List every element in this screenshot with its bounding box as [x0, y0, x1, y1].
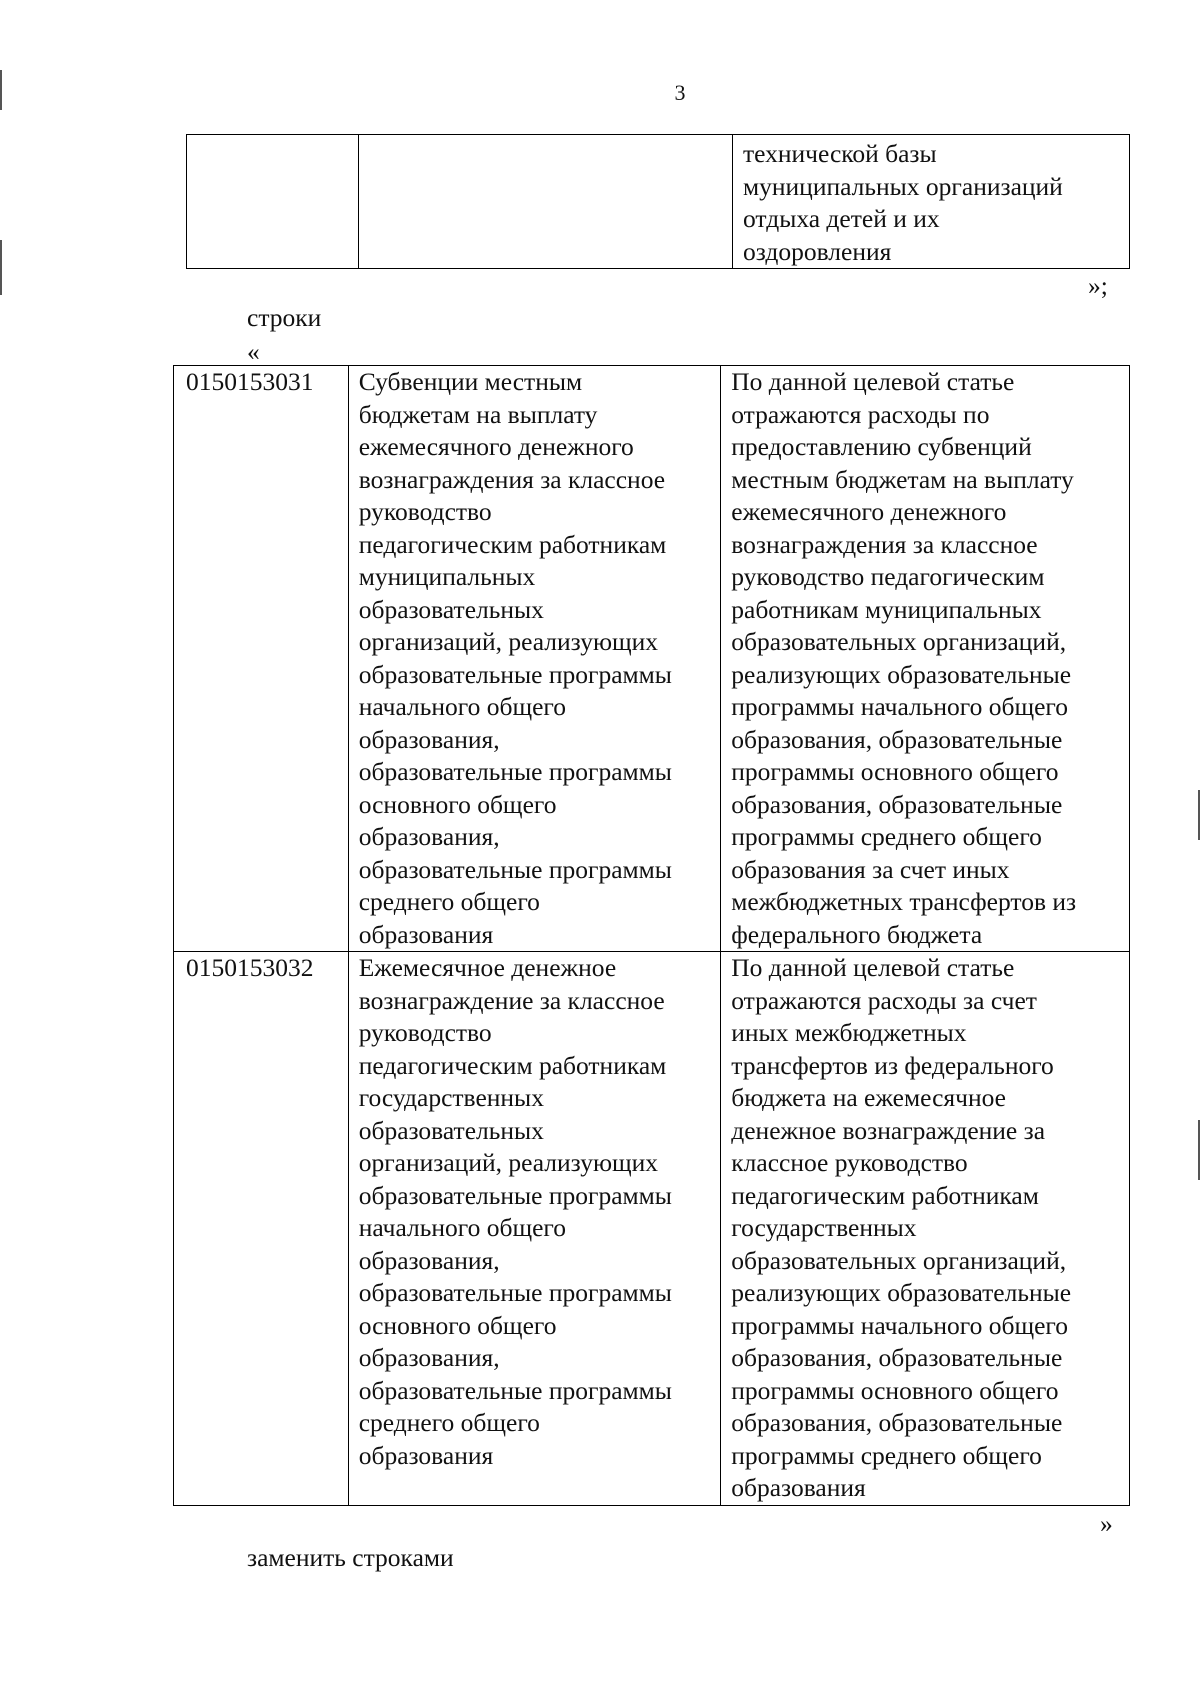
text-line: руководство педагогическим — [731, 562, 1045, 591]
text-line: программы начального общего — [731, 692, 1068, 721]
table-row — [187, 135, 1130, 269]
text-line: межбюджетных трансфертов из — [731, 887, 1077, 916]
text-line: среднего общего — [358, 1408, 540, 1437]
text-line: организаций, реализующих — [358, 1148, 659, 1177]
text-line: ежемесячного денежного — [731, 497, 1007, 526]
text-line: вознаграждения за классное — [358, 464, 666, 494]
text-line: образовательных — [358, 594, 544, 624]
text-line: образования, образовательные — [731, 1408, 1063, 1437]
text-line: образования — [358, 1440, 494, 1470]
budget-items-table — [173, 365, 1130, 1506]
code-cell — [174, 366, 349, 952]
text-line: предоставлению субвенций — [731, 432, 1032, 461]
text-line: образования — [358, 919, 494, 949]
text-line: образовательных — [358, 1115, 544, 1145]
label-replace-with-lines: заменить строками — [247, 1543, 454, 1572]
page-number: 3 — [674, 80, 686, 105]
text-line: трансфертов из федерального — [731, 1050, 1054, 1080]
closing-quote: »; — [1088, 271, 1108, 300]
text-line: педагогическим работникам — [358, 1050, 667, 1080]
name-cell — [359, 135, 733, 269]
text-line: государственных — [358, 1083, 544, 1112]
table-row — [174, 366, 1130, 952]
text-line: отдыха детей и их — [743, 204, 940, 233]
description-cell — [721, 366, 1130, 952]
text-line: образовательные программы — [358, 1278, 672, 1307]
text-line: руководство — [358, 1018, 492, 1047]
text-line: начального общего — [358, 692, 566, 721]
text-line: программы среднего общего — [731, 1440, 1042, 1470]
text-line: оздоровления — [743, 236, 892, 266]
text-line: муниципальных организаций — [743, 171, 1063, 201]
text-line: основного общего — [358, 1310, 557, 1340]
text-line: образования, — [358, 1343, 500, 1372]
text-line: начального общего — [358, 1213, 566, 1242]
text-line: образовательные программы — [358, 757, 672, 786]
text-line: образования, — [358, 724, 500, 754]
text-line: государственных — [731, 1213, 917, 1242]
scan-margin-mark — [0, 240, 2, 295]
closing-quote: » — [1100, 1509, 1113, 1538]
text-line: образовательных организаций, — [731, 1245, 1067, 1275]
text-line: реализующих образовательные — [731, 659, 1072, 689]
text-line: отражаются расходы по — [731, 399, 990, 429]
label-lines: строки — [247, 303, 322, 332]
text-line: программы среднего общего — [731, 822, 1042, 851]
text-line: классное руководство — [731, 1148, 968, 1177]
text-line: бюджетам на выплату — [358, 399, 598, 429]
text-line: муниципальных — [358, 562, 536, 591]
text-line: образовательные программы — [358, 659, 672, 689]
text-line: работникам муниципальных — [731, 594, 1042, 624]
opening-quote: « — [247, 337, 260, 366]
text-line: отражаются расходы за счет — [731, 985, 1037, 1015]
text-line: По данной целевой статье — [731, 367, 1015, 396]
code-cell — [174, 952, 349, 1506]
text-line: технической базы — [743, 139, 937, 168]
text-line: образования, образовательные — [731, 1343, 1063, 1372]
text-line: образования — [731, 1473, 866, 1502]
budget-code: 0150153031 — [186, 367, 314, 396]
text-line: вознаграждения за классное — [731, 529, 1038, 559]
text-line: руководство — [358, 497, 492, 526]
text-line: Субвенции местным — [358, 367, 583, 396]
text-line: По данной целевой статье — [731, 953, 1015, 982]
text-line: образовательные программы — [358, 854, 672, 884]
text-line: образования за счет иных — [731, 854, 1010, 884]
text-line: ежемесячного денежного — [358, 432, 634, 461]
name-cell — [348, 952, 721, 1506]
text-line: педагогическим работникам — [358, 529, 667, 559]
code-cell — [187, 135, 359, 269]
description-cell — [721, 952, 1130, 1506]
text-line: Ежемесячное денежное — [358, 953, 617, 982]
text-line: федерального бюджета — [731, 919, 983, 949]
text-line: программы основного общего — [731, 1375, 1059, 1405]
text-line: местным бюджетам на выплату — [731, 464, 1074, 494]
text-line: денежное вознаграждение за — [731, 1115, 1046, 1145]
text-line: образования, образовательные — [731, 724, 1063, 754]
budget-code: 0150153032 — [186, 953, 314, 982]
description-cell — [733, 135, 1130, 269]
text-line: образования, — [358, 1245, 500, 1275]
text-line: организаций, реализующих — [358, 627, 659, 656]
text-line: иных межбюджетных — [731, 1018, 967, 1047]
text-line: основного общего — [358, 789, 557, 819]
continuation-table — [186, 134, 1130, 269]
text-line: образовательных организаций, — [731, 627, 1067, 656]
name-cell — [348, 366, 721, 952]
text-line: вознаграждение за классное — [358, 985, 665, 1015]
text-line: реализующих образовательные — [731, 1278, 1072, 1307]
text-line: программы начального общего — [731, 1310, 1068, 1340]
text-line: бюджета на ежемесячное — [731, 1083, 1006, 1112]
text-line: среднего общего — [358, 887, 540, 916]
text-line: образования, образовательные — [731, 789, 1063, 819]
text-line: образования, — [358, 822, 500, 851]
text-line: образовательные программы — [358, 1180, 672, 1210]
text-line: программы основного общего — [731, 757, 1059, 786]
table-row — [174, 952, 1130, 1506]
text-line: педагогическим работникам — [731, 1180, 1039, 1210]
text-line: образовательные программы — [358, 1375, 672, 1405]
